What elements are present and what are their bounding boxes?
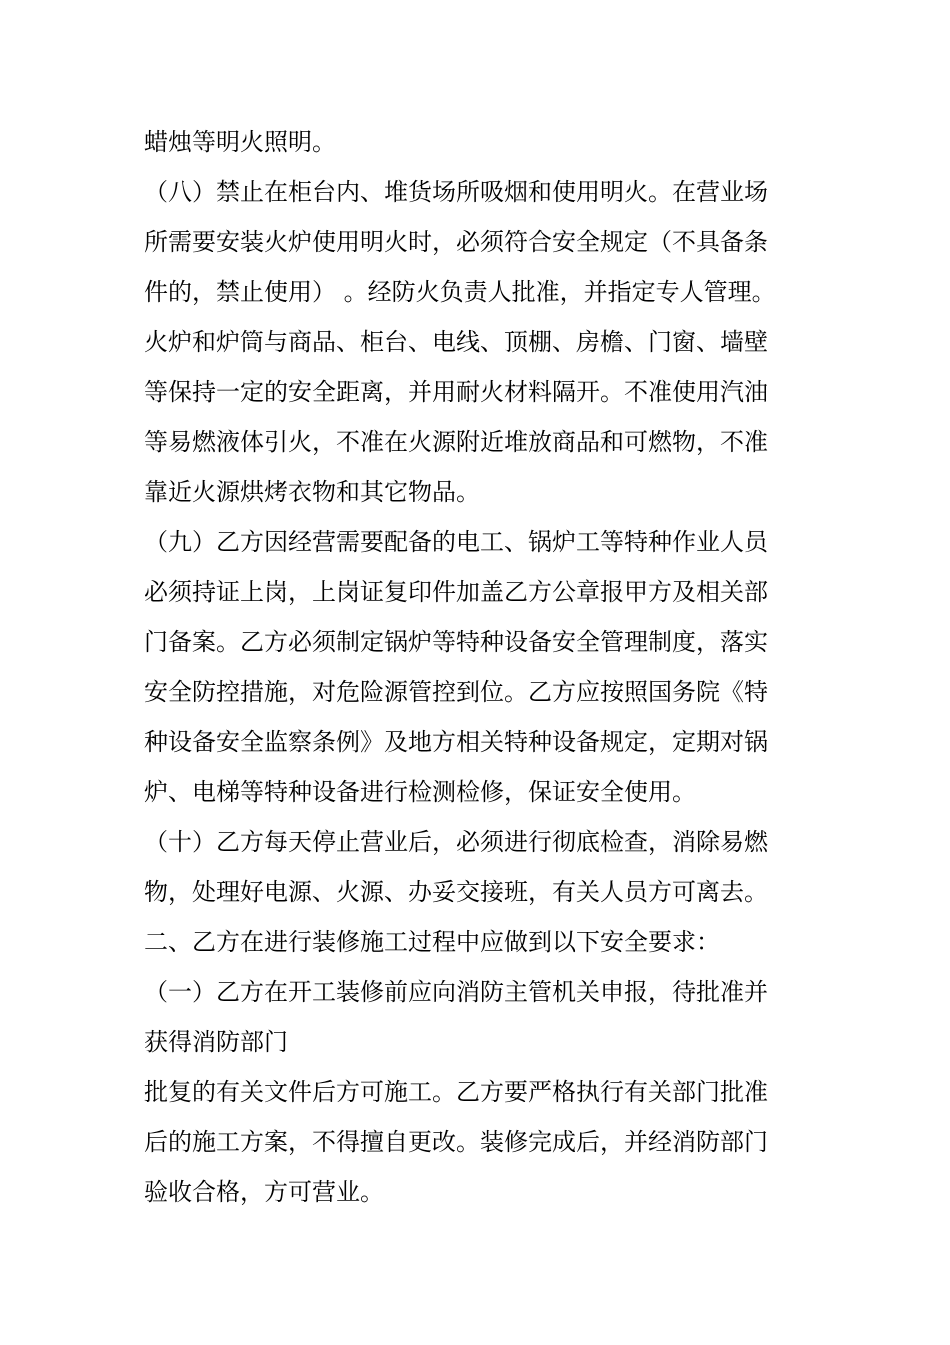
section-heading: 二、乙方在进行装修施工过程中应做到以下安全要求： [144, 928, 720, 956]
text-line: 批复的有关文件后方可施工。乙方要严格执行有关部门批准 [144, 1078, 768, 1106]
text-line: （八）禁止在柜台内、堆货场所吸烟和使用明火。在营业场 [144, 178, 768, 206]
text-line: 门备案。乙方必须制定锅炉等特种设备安全管理制度，落实 [144, 628, 768, 656]
text-line: 件的，禁止使用） 。经防火负责人批准，并指定专人管理。 [144, 278, 776, 306]
text-line: （一）乙方在开工装修前应向消防主管机关申报，待批准并 [144, 978, 768, 1006]
text-line: （九）乙方因经营需要配备的电工、锅炉工等特种作业人员 [144, 528, 768, 556]
text-line: （十）乙方每天停止营业后，必须进行彻底检查，消除易燃 [144, 828, 768, 856]
text-line: 安全防控措施，对危险源管控到位。乙方应按照国务院《特 [144, 678, 768, 706]
text-line: 火炉和炉筒与商品、柜台、电线、顶棚、房檐、门窗、墙壁 [144, 328, 768, 356]
text-line: 获得消防部门 [144, 1028, 288, 1056]
text-line: 必须持证上岗，上岗证复印件加盖乙方公章报甲方及相关部 [144, 578, 768, 606]
text-line: 等易燃液体引火，不准在火源附近堆放商品和可燃物，不准 [144, 428, 768, 456]
text-line: 等保持一定的安全距离，并用耐火材料隔开。不准使用汽油 [144, 378, 768, 406]
text-line: 靠近火源烘烤衣物和其它物品。 [144, 478, 480, 506]
text-line: 所需要安装火炉使用明火时，必须符合安全规定（不具备条 [144, 228, 768, 256]
text-line: 蜡烛等明火照明。 [144, 128, 336, 156]
text-line: 验收合格，方可营业。 [144, 1178, 384, 1206]
text-line: 物，处理好电源、火源、办妥交接班，有关人员方可离去。 [144, 878, 768, 906]
text-line: 后的施工方案，不得擅自更改。装修完成后，并经消防部门 [144, 1128, 768, 1156]
text-line: 种设备安全监察条例》及地方相关特种设备规定，定期对锅 [144, 728, 768, 756]
text-line: 炉、电梯等特种设备进行检测检修，保证安全使用。 [144, 778, 696, 806]
